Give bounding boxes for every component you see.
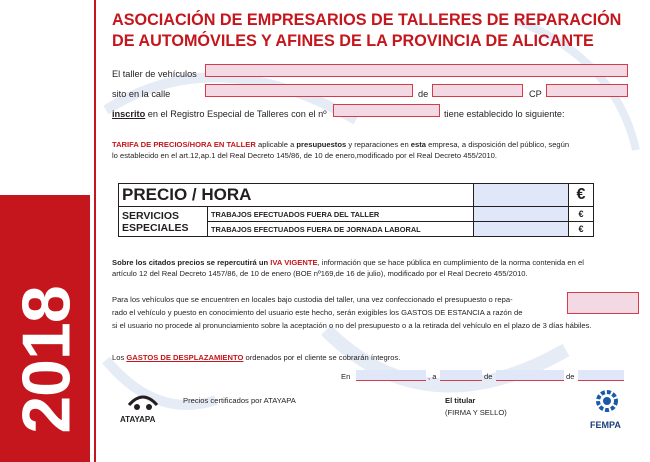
date-month-field[interactable] bbox=[496, 370, 564, 381]
iva-line-2: artículo 12 del Real Decreto 1457/86, de 10 de enero (BOE nº169,de 16 de julio), modificado por el Real Decreto 455/2010. bbox=[112, 269, 528, 278]
service-2-euro: € bbox=[569, 222, 594, 237]
fempa-label: FEMPA bbox=[590, 420, 621, 430]
price-table bbox=[118, 183, 594, 237]
date-en-label: En bbox=[341, 372, 351, 381]
titular-label: El titular bbox=[445, 396, 476, 405]
custodia-line-3: si el usuario no procede al pronunciamiento sobre la aceptación o no del presupuesto o a la retirada del vehículo en el plazo de 3 días hábiles. bbox=[112, 321, 592, 330]
desplazamiento-line bbox=[112, 352, 400, 363]
price-euro: € bbox=[569, 184, 594, 207]
date-de1-label: de bbox=[484, 372, 493, 381]
firma-label: (FIRMA Y SELLO) bbox=[445, 408, 507, 417]
price-hour-field[interactable] bbox=[474, 184, 569, 207]
inscrito-word: inscrito bbox=[112, 109, 146, 119]
certificados-text: Precios certificados por ATAYAPA bbox=[183, 396, 296, 405]
service-1-euro: € bbox=[569, 207, 594, 222]
de-label: de bbox=[418, 89, 429, 99]
registry-number-field[interactable] bbox=[333, 104, 440, 117]
inscrito-label bbox=[112, 108, 327, 120]
inscrito-rest: en el Registro Especial de Talleres con el nº bbox=[145, 109, 327, 119]
street-field[interactable] bbox=[205, 84, 413, 97]
atayapa-label: ATAYAPA bbox=[120, 415, 156, 424]
tarifa-text-2: y reparaciones en bbox=[346, 140, 411, 149]
desplazamiento-text-2: ordenados por el cliente se cobrarán íntegros. bbox=[243, 353, 401, 362]
custodia-paragraph bbox=[112, 293, 592, 332]
title-line-2: DE AUTOMÓVILES Y AFINES DE LA PROVINCIA DE ALICANTE bbox=[112, 32, 594, 50]
calle-label: sito en la calle bbox=[112, 89, 171, 99]
desplazamiento-label: GASTOS DE DESPLAZAMIENTO bbox=[126, 353, 244, 362]
price-header: PRECIO / HORA bbox=[119, 184, 474, 207]
tarifa-text-1: aplicable a bbox=[255, 140, 297, 149]
tarifa-lead: TARIFA DE PRECIOS/HORA EN TALLER bbox=[112, 140, 256, 149]
tarifa-text-3: empresa, a disposición del público, según bbox=[426, 140, 570, 149]
date-day-field[interactable] bbox=[440, 370, 482, 381]
date-de2-label: de bbox=[566, 372, 575, 381]
service-2-price-field[interactable] bbox=[474, 222, 569, 237]
atayapa-logo-icon bbox=[126, 389, 160, 415]
estancia-price-field[interactable] bbox=[567, 292, 639, 314]
taller-name-field[interactable] bbox=[205, 64, 628, 77]
iva-paragraph bbox=[112, 257, 584, 279]
page-title bbox=[112, 10, 621, 52]
iva-text-2: , información que se hace pública en cumplimiento de la norma contenida en el bbox=[317, 258, 584, 267]
tarifa-esta: esta bbox=[410, 140, 426, 149]
iva-vigente: IVA VIGENTE bbox=[270, 258, 318, 267]
year-label: 2018 bbox=[8, 286, 85, 434]
date-year-field[interactable] bbox=[578, 370, 624, 381]
taller-label: El taller de vehículos bbox=[112, 69, 197, 79]
service-row-1: TRABAJOS EFECTUADOS FUERA DEL TALLER bbox=[208, 207, 474, 222]
postal-code-field[interactable] bbox=[546, 84, 628, 97]
services-label: SERVICIOS ESPECIALES bbox=[119, 207, 208, 237]
date-a-label: , a bbox=[428, 372, 437, 381]
cp-label: CP bbox=[529, 89, 542, 99]
tarifa-line-2: lo establecido en el art.12,ap.1 del Real Decreto 145/86, de 10 de enero,modificado por el Real Decreto 455/2010. bbox=[112, 151, 498, 160]
title-line-1: ASOCIACIÓN DE EMPRESARIOS DE TALLERES DE REPARACIÓN bbox=[112, 11, 622, 29]
tarifa-presupuestos: presupuestos bbox=[296, 140, 347, 149]
desplazamiento-text-1: Los bbox=[112, 353, 127, 362]
town-field[interactable] bbox=[432, 84, 523, 97]
service-row-2: TRABAJOS EFECTUADOS FUERA DE JORNADA LABORAL bbox=[208, 222, 474, 237]
tiene-label: tiene establecido lo siguiente: bbox=[444, 109, 565, 119]
iva-text-1: Sobre los citados precios se repercutirá un bbox=[112, 258, 271, 267]
custodia-line-2: rado el vehículo y puesto en conocimiento del usuario este hecho, serán exigibles los GASTOS DE ESTANCIA a razón de bbox=[112, 308, 523, 317]
date-place-field[interactable] bbox=[356, 370, 426, 381]
certificados-label bbox=[183, 395, 296, 406]
service-1-price-field[interactable] bbox=[474, 207, 569, 222]
tarifa-paragraph bbox=[112, 139, 642, 161]
custodia-line-1: Para los vehículos que se encuentren en locales bajo custodia del taller, una vez confeccionado el presupuesto o repa- bbox=[112, 295, 513, 304]
fempa-gear-icon bbox=[594, 388, 620, 414]
